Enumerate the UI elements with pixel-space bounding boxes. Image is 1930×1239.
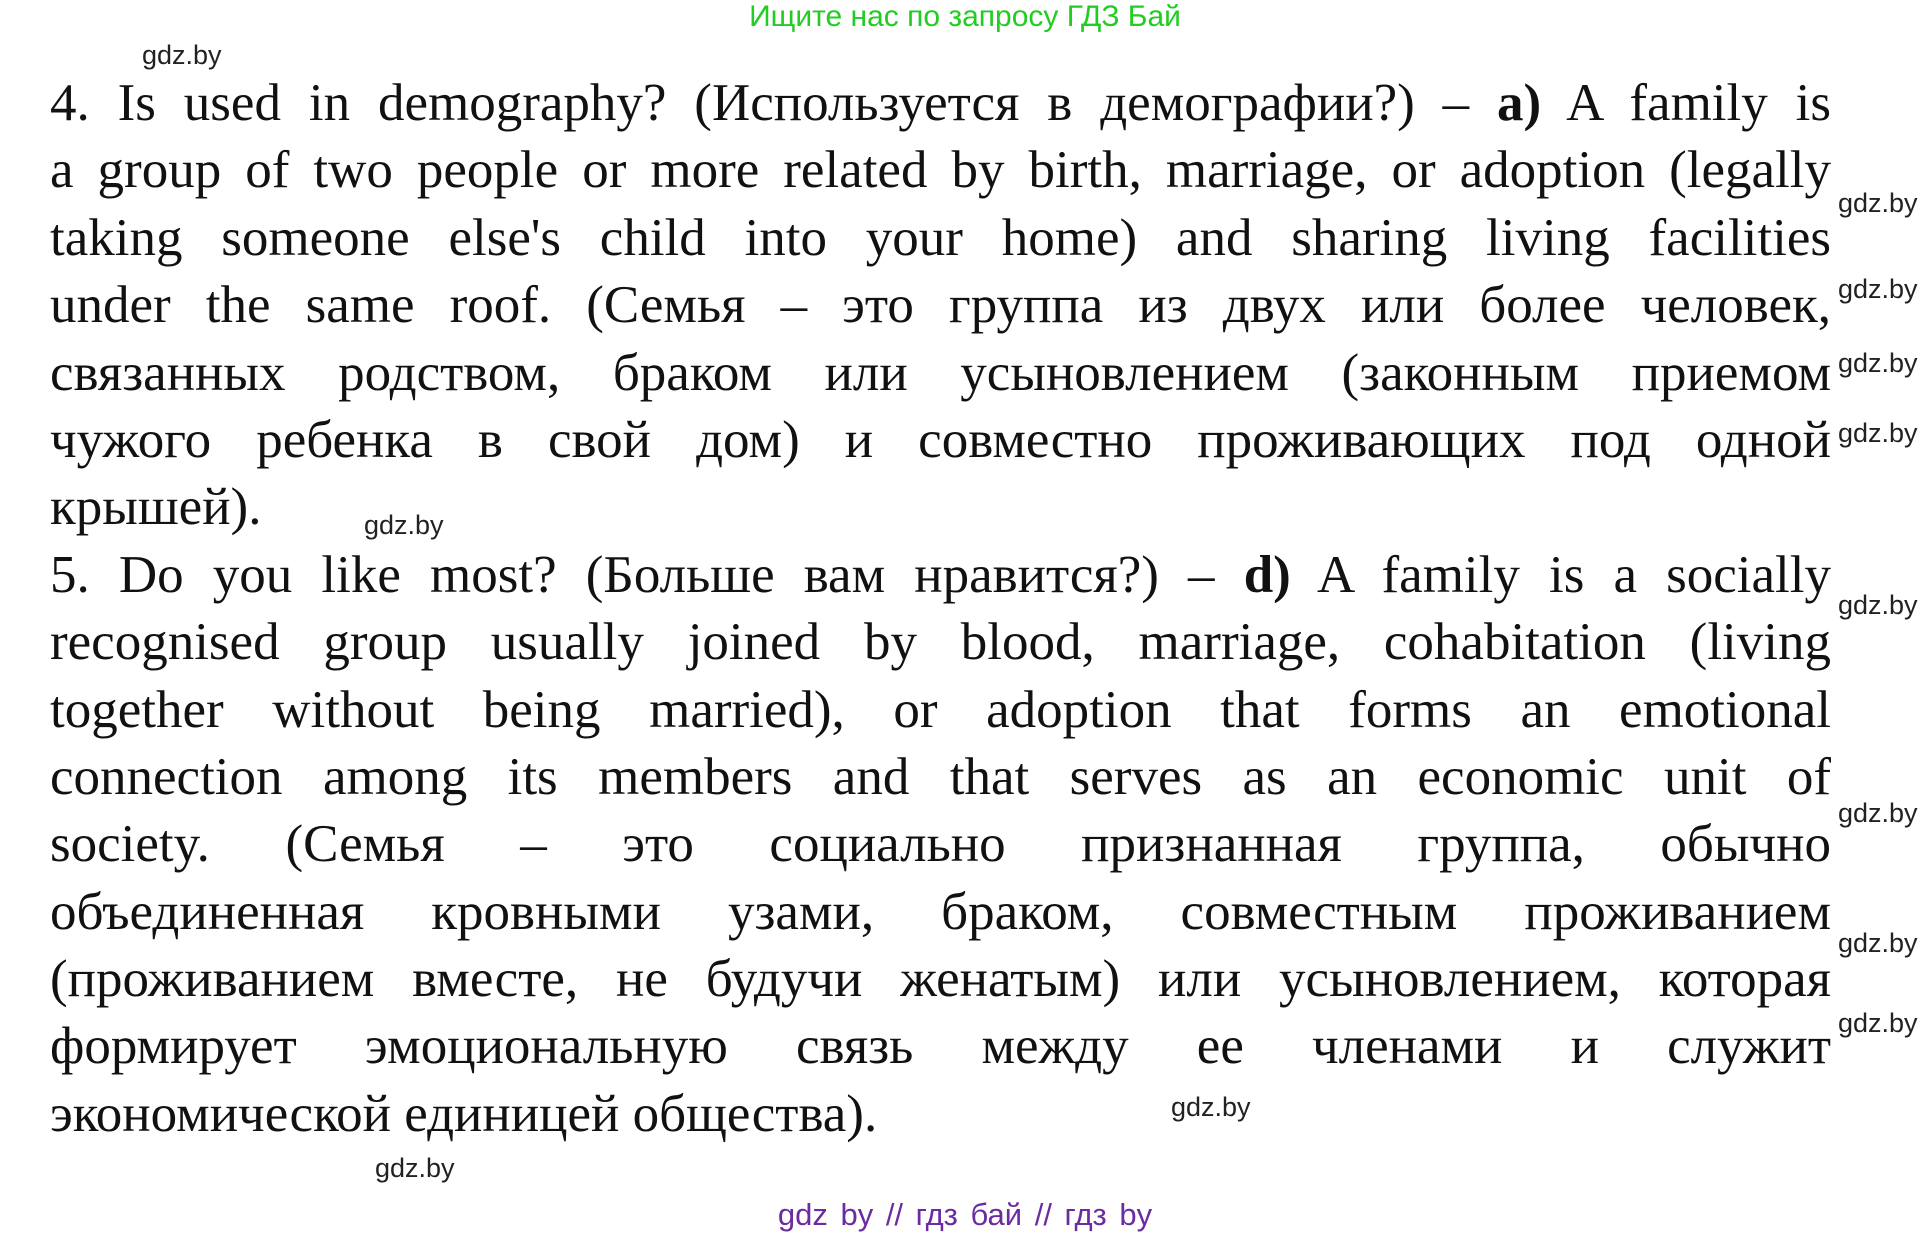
text-segment: A family is	[1541, 74, 1831, 132]
text-line	[50, 137, 1831, 204]
text-line	[50, 1013, 1831, 1080]
text-segment: taking someone else's child into your home) and sharing living facilities	[50, 208, 1831, 267]
answer-text	[50, 70, 1831, 1148]
watermark: gdz.by	[1838, 928, 1918, 958]
text-line	[50, 340, 1831, 407]
text-segment: (проживанием вместе, не будучи женатым) или усыновлением, которая	[50, 950, 1831, 1009]
text-segment: экономической единицей общества).	[50, 1084, 878, 1143]
watermark: gdz.by	[1838, 1008, 1918, 1038]
text-segment: connection among its members and that serves as an economic unit of	[50, 747, 1831, 806]
text-line	[50, 946, 1831, 1013]
text-segment: связанных родством, браком или усыновлением (законным приемом	[50, 343, 1831, 402]
text-segment: 4. Is used in demography? (Используется в демографии?) –	[50, 74, 1498, 132]
watermark: gdz.by	[1838, 798, 1918, 828]
text-segment: 5. Do you like most? (Больше вам нравится?) –	[50, 545, 1244, 604]
text-segment: under the same roof. (Семья – это группа из двух или более человек,	[50, 276, 1831, 335]
text-line	[50, 542, 1831, 609]
watermark: gdz.by	[1838, 418, 1918, 448]
answer-letter: d)	[1243, 545, 1291, 604]
text-segment: together without being married), or adoption that forms an emotional	[50, 680, 1831, 739]
text-line	[50, 407, 1831, 474]
text-line	[50, 474, 1831, 541]
watermark: gdz.by	[1838, 348, 1918, 378]
text-line	[50, 879, 1831, 946]
text-segment: recognised group usually joined by blood, marriage, cohabitation (living	[50, 613, 1831, 672]
text-segment: формирует эмоциональную связь между ее членами и служит	[50, 1017, 1831, 1076]
text-line	[50, 205, 1831, 272]
search-hint-banner: Ищите нас по запросу ГДЗ Бай	[749, 0, 1181, 33]
watermark: gdz.by	[1838, 274, 1918, 304]
answer-letter: a)	[1497, 74, 1542, 132]
text-line	[50, 609, 1831, 676]
text-line	[50, 1081, 1831, 1148]
text-segment: a group of two people or more related by birth, marriage, or adoption (legally	[50, 141, 1831, 200]
text-segment: society. (Семья – это социально признанная группа, обычно	[50, 815, 1831, 874]
watermark: gdz.by	[1838, 590, 1918, 620]
text-line	[50, 70, 1831, 137]
watermark: gdz.by	[1838, 188, 1918, 218]
text-line	[50, 272, 1831, 339]
site-footer: gdz by // гдз бай // гдз by	[777, 1197, 1153, 1232]
text-segment: A family is a socially	[1290, 545, 1831, 604]
text-line	[50, 811, 1831, 878]
watermark: gdz.by	[142, 40, 222, 70]
watermark: gdz.by	[375, 1153, 455, 1183]
watermark: gdz.by	[1171, 1092, 1251, 1122]
text-line	[50, 744, 1831, 811]
text-segment: чужого ребенка в свой дом) и совместно проживающих под одной	[50, 410, 1831, 469]
text-line	[50, 677, 1831, 744]
watermark: gdz.by	[364, 510, 444, 540]
text-segment: объединенная кровными узами, браком, совместным проживанием	[50, 882, 1831, 941]
text-segment: крышей).	[50, 478, 262, 537]
